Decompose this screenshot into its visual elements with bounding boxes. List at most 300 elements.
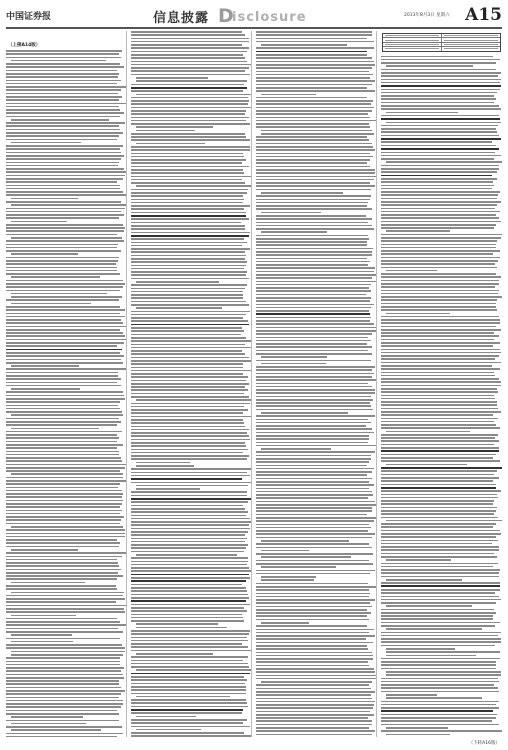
text-line xyxy=(386,520,502,522)
text-line xyxy=(11,615,76,617)
text-line xyxy=(381,477,499,479)
text-line xyxy=(381,263,495,265)
text-line xyxy=(131,120,246,122)
text-line xyxy=(6,441,117,443)
text-line xyxy=(6,411,122,413)
text-line xyxy=(256,504,376,506)
text-line xyxy=(256,287,369,289)
text-line xyxy=(381,454,496,456)
text-line xyxy=(256,701,375,703)
text-line xyxy=(381,618,493,620)
text-line xyxy=(261,231,327,233)
text-line xyxy=(381,280,499,282)
text-line xyxy=(131,294,243,296)
text-line xyxy=(386,431,470,433)
section-title-zh: 信息披露 xyxy=(153,11,210,26)
text-line xyxy=(131,123,250,125)
text-line xyxy=(256,103,371,105)
text-line xyxy=(381,283,499,285)
text-line xyxy=(256,294,366,296)
text-line xyxy=(131,551,244,553)
text-line xyxy=(6,569,121,571)
text-line xyxy=(6,562,118,564)
text-line xyxy=(381,494,497,496)
text-line xyxy=(6,542,120,544)
text-line xyxy=(381,198,497,200)
text-line xyxy=(256,589,369,591)
text-line xyxy=(386,559,451,561)
text-line xyxy=(6,378,121,380)
text-line xyxy=(6,444,123,446)
text-line xyxy=(6,309,125,311)
text-line xyxy=(381,668,496,670)
text-line xyxy=(131,406,244,408)
text-line xyxy=(131,245,242,247)
text-line xyxy=(131,74,250,76)
text-line xyxy=(6,57,121,59)
text-line xyxy=(381,536,496,538)
column-text xyxy=(381,56,502,737)
text-line xyxy=(131,610,247,612)
text-line xyxy=(6,683,119,685)
column-text xyxy=(256,31,376,737)
text-line xyxy=(6,431,122,433)
issue-date: 2013年8月3日 星期六 xyxy=(404,13,450,18)
text-line xyxy=(256,724,372,726)
text-line xyxy=(6,188,120,190)
text-line xyxy=(381,602,496,604)
text-line xyxy=(136,126,213,128)
text-line xyxy=(256,369,372,371)
text-line xyxy=(381,391,498,393)
text-line xyxy=(131,709,243,711)
text-line xyxy=(131,587,246,589)
text-line xyxy=(131,676,244,678)
text-line xyxy=(256,271,374,273)
text-line xyxy=(6,470,120,472)
text-line xyxy=(381,95,494,97)
text-line xyxy=(381,267,497,269)
text-line xyxy=(381,214,496,216)
text-line xyxy=(256,415,375,417)
text-line xyxy=(6,706,121,708)
text-line xyxy=(381,638,501,640)
text-line xyxy=(131,706,248,708)
text-line xyxy=(256,228,374,230)
text-line xyxy=(381,247,496,249)
text-line xyxy=(256,267,375,269)
text-line xyxy=(131,702,247,704)
text-line xyxy=(381,158,494,160)
text-line xyxy=(256,661,368,663)
text-line xyxy=(256,100,373,102)
text-line xyxy=(256,593,370,595)
text-line xyxy=(256,458,371,460)
text-line xyxy=(131,110,246,112)
text-line xyxy=(6,539,117,541)
text-line xyxy=(381,362,501,364)
text-line xyxy=(381,98,496,100)
text-line xyxy=(381,115,499,117)
text-line xyxy=(381,306,496,308)
text-line xyxy=(256,602,370,604)
text-line xyxy=(381,352,501,354)
text-line xyxy=(6,148,120,150)
text-line xyxy=(381,484,496,486)
text-line xyxy=(131,521,251,523)
text-line xyxy=(381,208,495,210)
text-line xyxy=(381,194,498,196)
text-line xyxy=(381,556,497,558)
text-line xyxy=(256,327,376,329)
text-line xyxy=(381,319,500,321)
text-line xyxy=(256,422,371,424)
text-line xyxy=(256,665,369,667)
text-line xyxy=(6,162,119,164)
text-line xyxy=(6,595,123,597)
text-line xyxy=(256,707,373,709)
text-line xyxy=(256,97,367,99)
text-line xyxy=(381,421,494,423)
text-line xyxy=(131,146,250,148)
text-line xyxy=(256,307,371,309)
text-line xyxy=(256,612,371,614)
text-line xyxy=(131,416,251,418)
text-line xyxy=(6,316,125,318)
text-line xyxy=(136,77,208,79)
text-line xyxy=(256,113,368,115)
text-line xyxy=(381,128,496,130)
text-line xyxy=(131,577,250,579)
text-line xyxy=(131,208,244,210)
text-line xyxy=(381,118,500,120)
text-line xyxy=(386,734,450,736)
text-line xyxy=(6,332,123,334)
text-line xyxy=(6,523,120,525)
text-line xyxy=(6,690,125,692)
text-line xyxy=(381,181,493,183)
text-line xyxy=(6,395,124,397)
text-line xyxy=(131,205,250,207)
text-line xyxy=(131,327,242,329)
text-line xyxy=(6,135,119,137)
text-line xyxy=(256,510,372,512)
text-line xyxy=(6,559,117,561)
text-line xyxy=(131,620,244,622)
text-line xyxy=(381,684,494,686)
text-line xyxy=(6,585,116,587)
text-line xyxy=(131,189,248,191)
text-line xyxy=(256,478,372,480)
text-line xyxy=(381,563,498,565)
text-line xyxy=(6,575,123,577)
text-column-1 xyxy=(6,31,127,737)
text-line xyxy=(256,218,372,220)
text-line xyxy=(256,248,373,250)
text-line xyxy=(131,268,244,270)
text-line xyxy=(6,510,122,512)
text-line xyxy=(256,396,371,398)
text-line xyxy=(131,501,248,503)
text-line xyxy=(131,689,246,691)
text-line xyxy=(6,280,123,282)
text-line xyxy=(131,584,242,586)
text-line xyxy=(381,582,500,584)
text-line xyxy=(6,720,119,722)
text-line xyxy=(131,149,250,151)
text-line xyxy=(381,592,495,594)
text-line xyxy=(131,614,242,616)
text-line xyxy=(256,169,375,171)
text-line xyxy=(256,146,373,148)
text-line xyxy=(131,350,242,352)
text-line xyxy=(256,596,369,598)
text-line xyxy=(131,31,242,33)
text-line xyxy=(6,155,124,157)
text-line xyxy=(131,367,243,369)
text-line xyxy=(381,273,496,275)
text-line xyxy=(256,563,373,565)
text-line xyxy=(381,276,501,278)
text-line xyxy=(381,152,495,154)
text-line xyxy=(256,606,372,608)
text-line xyxy=(11,60,106,62)
text-line xyxy=(6,208,125,210)
text-line xyxy=(256,149,375,151)
text-line xyxy=(381,434,498,436)
text-line xyxy=(256,543,369,545)
text-line xyxy=(256,704,374,706)
text-line xyxy=(131,64,251,66)
text-line xyxy=(256,176,376,178)
text-line xyxy=(131,432,247,434)
text-line xyxy=(131,478,242,480)
text-line xyxy=(256,343,367,345)
text-line xyxy=(381,85,501,87)
text-line xyxy=(381,418,498,420)
page-number: A15 xyxy=(465,5,502,25)
text-line xyxy=(131,162,242,164)
text-line xyxy=(6,129,120,131)
text-line xyxy=(6,375,118,377)
text-line xyxy=(6,496,122,498)
text-line xyxy=(256,711,370,713)
text-line xyxy=(131,54,243,56)
text-line xyxy=(256,524,369,526)
text-line xyxy=(381,375,495,377)
text-line xyxy=(6,677,124,679)
text-line xyxy=(386,270,437,272)
text-line xyxy=(261,576,316,578)
text-line xyxy=(6,306,120,308)
text-line xyxy=(6,421,121,423)
text-line xyxy=(381,316,499,318)
text-line xyxy=(131,357,249,359)
text-line xyxy=(256,484,374,486)
text-line xyxy=(11,729,101,731)
text-line xyxy=(381,678,498,680)
text-line xyxy=(6,339,126,341)
text-line xyxy=(256,451,375,453)
text-line xyxy=(381,658,500,660)
text-line xyxy=(256,373,374,375)
text-line xyxy=(131,693,246,695)
text-line xyxy=(131,251,245,253)
text-line xyxy=(256,497,368,499)
text-line xyxy=(381,309,497,311)
text-line xyxy=(6,638,120,640)
text-line xyxy=(261,44,347,46)
article-body xyxy=(6,31,502,737)
text-line xyxy=(381,404,497,406)
text-line xyxy=(381,681,499,683)
text-line xyxy=(6,313,120,315)
text-line xyxy=(6,401,120,403)
text-line xyxy=(6,171,126,173)
text-line xyxy=(381,322,500,324)
text-line xyxy=(11,296,122,298)
text-line xyxy=(256,383,368,385)
text-line xyxy=(131,498,251,500)
text-line xyxy=(131,57,245,59)
text-line xyxy=(381,204,497,206)
text-line xyxy=(256,189,371,191)
text-line xyxy=(261,356,327,358)
text-line xyxy=(256,337,368,339)
text-line xyxy=(256,730,375,732)
text-line xyxy=(131,248,250,250)
text-line xyxy=(6,145,123,147)
text-line xyxy=(381,664,496,666)
text-line xyxy=(6,109,120,111)
text-line xyxy=(256,629,374,631)
text-line xyxy=(6,299,119,301)
text-line xyxy=(381,82,500,84)
text-line xyxy=(131,324,249,326)
text-line xyxy=(6,565,119,567)
text-line xyxy=(6,506,120,508)
text-line xyxy=(131,660,243,662)
text-line xyxy=(256,57,372,59)
text-line xyxy=(11,365,79,367)
text-line xyxy=(6,661,120,663)
text-line xyxy=(131,389,248,391)
text-line xyxy=(381,460,500,462)
text-line xyxy=(131,215,246,217)
text-line xyxy=(131,663,248,665)
text-line xyxy=(6,260,118,262)
text-line xyxy=(131,258,245,260)
text-line xyxy=(131,67,249,69)
text-line xyxy=(6,647,125,649)
text-line xyxy=(6,493,123,495)
text-line xyxy=(6,670,121,672)
text-line xyxy=(131,297,243,299)
text-line xyxy=(381,457,493,459)
text-line xyxy=(6,50,122,52)
text-line xyxy=(6,322,123,324)
text-line xyxy=(131,524,249,526)
text-line xyxy=(131,726,250,728)
text-line xyxy=(381,474,494,476)
text-line xyxy=(131,699,246,701)
text-line xyxy=(256,281,376,283)
text-line xyxy=(381,385,501,387)
text-line xyxy=(131,212,246,214)
text-line xyxy=(131,508,245,510)
text-line xyxy=(256,691,375,693)
text-line xyxy=(6,687,121,689)
text-line xyxy=(11,414,123,416)
text-line xyxy=(131,195,243,197)
text-line xyxy=(6,624,126,626)
text-line xyxy=(381,345,493,347)
text-line xyxy=(131,383,249,385)
text-line xyxy=(6,152,121,154)
text-line xyxy=(6,76,118,78)
text-line xyxy=(131,235,249,237)
text-line xyxy=(256,353,372,355)
text-line xyxy=(6,710,117,712)
text-line xyxy=(6,230,124,232)
text-line xyxy=(131,353,245,355)
text-line xyxy=(256,333,372,335)
text-line xyxy=(6,106,119,108)
text-line xyxy=(131,732,244,734)
text-line xyxy=(381,701,499,703)
text-line xyxy=(6,674,123,676)
text-line xyxy=(136,281,219,283)
text-line xyxy=(381,414,493,416)
text-line xyxy=(381,572,499,574)
text-line xyxy=(131,590,247,592)
text-line xyxy=(6,713,119,715)
text-line xyxy=(256,619,369,621)
text-line xyxy=(256,435,369,437)
text-line xyxy=(256,153,370,155)
text-line xyxy=(6,477,123,479)
text-line xyxy=(131,139,250,141)
text-line xyxy=(381,395,494,397)
text-line xyxy=(6,516,124,518)
text-line xyxy=(256,317,371,319)
text-line xyxy=(256,77,370,79)
text-line xyxy=(381,342,500,344)
text-line xyxy=(381,349,500,351)
text-line xyxy=(131,311,250,313)
text-line xyxy=(6,211,121,213)
text-line xyxy=(381,490,501,492)
text-line xyxy=(256,642,373,644)
text-line xyxy=(11,582,85,584)
text-line xyxy=(136,399,252,401)
text-line xyxy=(261,566,336,568)
text-line xyxy=(6,618,117,620)
text-line xyxy=(131,541,245,543)
text-line xyxy=(381,59,500,61)
text-line xyxy=(381,717,496,719)
text-line xyxy=(131,468,251,470)
text-line xyxy=(256,537,372,539)
text-line xyxy=(6,175,125,177)
text-line xyxy=(256,402,370,404)
text-line xyxy=(381,237,501,239)
text-line xyxy=(6,451,119,453)
text-line xyxy=(6,372,118,374)
text-line xyxy=(381,335,499,337)
text-line xyxy=(256,215,366,217)
text-line xyxy=(11,654,123,656)
